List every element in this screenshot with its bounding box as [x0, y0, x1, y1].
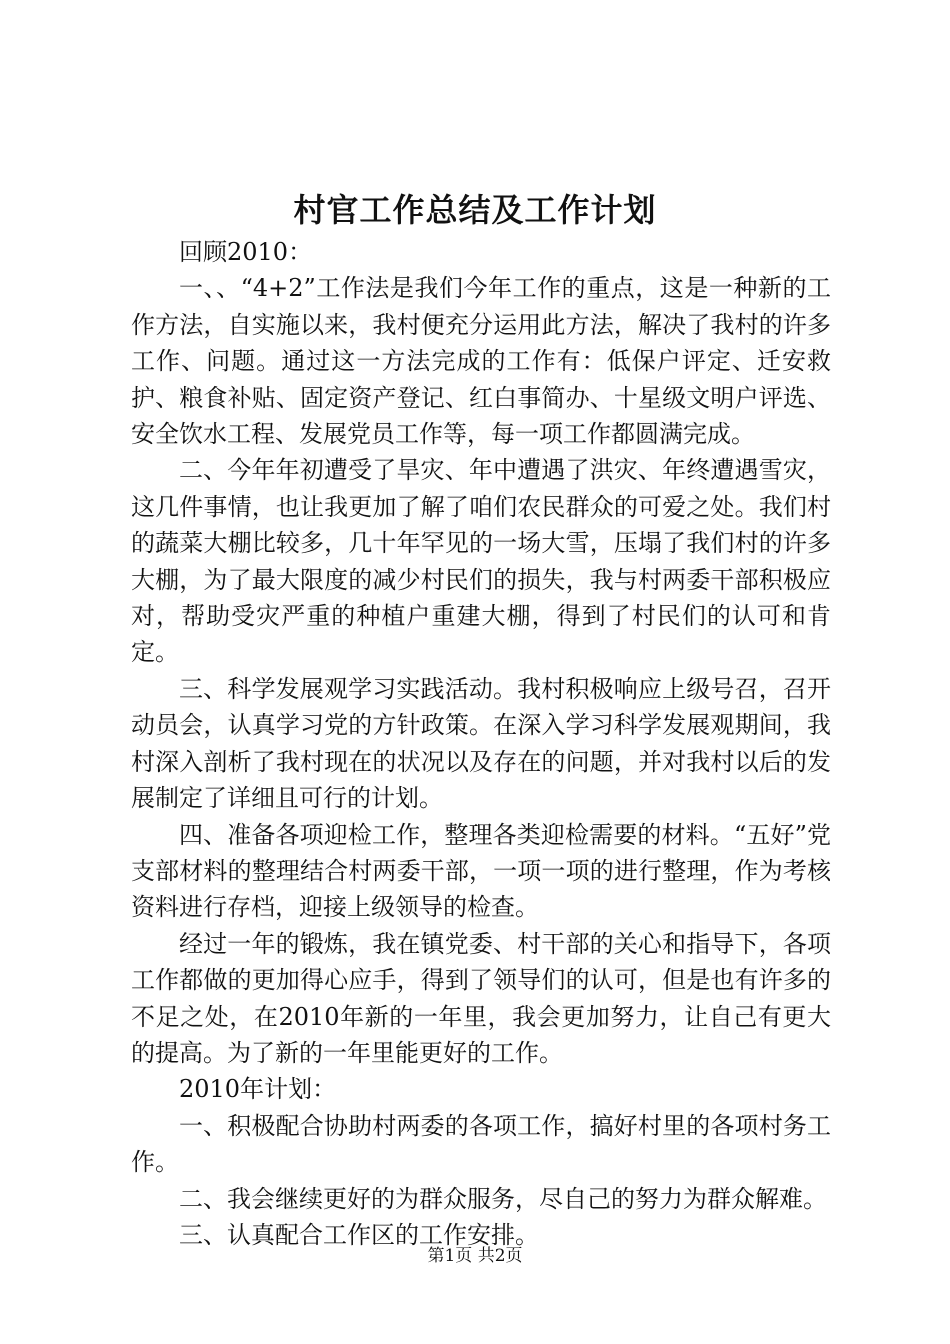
document-body — [131, 234, 831, 1253]
document-title: 村官工作总结及工作计划 — [293, 191, 657, 229]
page-number-footer: 第1页 共2页 — [427, 1246, 523, 1266]
paragraph-plan-2: 二、我会继续更好的为群众服务，尽自己的努力为群众解难。 — [179, 1184, 827, 1213]
paragraph-review-4: 四、准备各项迎检工作，整理各类迎检需要的材料。“五好”党支部材料的整理结合村两委干部，一项一项的进行整理，作为考核资料进行存档，迎接上级领导的检查。 — [131, 820, 831, 922]
paragraph-review-3: 三、科学发展观学习实践活动。我村积极响应上级号召，召开动员会，认真学习党的方针政策。在深入学习科学发展观期间，我村深入剖析了我村现在的状况以及存在的问题，并对我村以后的发展制定了详细且可行的计划。 — [131, 674, 831, 813]
paragraph-plan-1: 一、积极配合协助村两委的各项工作，搞好村里的各项村务工作。 — [131, 1111, 831, 1177]
section-heading-plan: 2010年计划： — [179, 1075, 337, 1104]
paragraph-review-1: 一、、“4+2”工作法是我们今年工作的重点，这是一种新的工作方法，自实施以来，我村便充分运用此方法，解决了我村的许多工作、问题。通过这一方法完成的工作有：低保户评定、迁安救护、粮食补贴、固定资产登记、红白事简办、十星级文明户评选、安全饮水工程、发展党员工作等，每一项工作都圆满完成。 — [131, 274, 831, 449]
paragraph-plan-3: 三、认真配合工作区的工作安排。 — [179, 1220, 539, 1249]
section-heading-review: 回顾2010： — [179, 238, 313, 266]
paragraph-review-summary: 经过一年的锻炼，我在镇党委、村干部的关心和指导下，各项工作都做的更加得心应手，得到了领导们的认可，但是也有许多的不足之处，在2010年新的一年里，我会更加努力，让自己有更大的提高。为了新的一年里能更好的工作。 — [131, 929, 831, 1067]
paragraph-review-2: 二、今年年初遭受了旱灾、年中遭遇了洪灾、年终遭遇雪灾，这几件事情，也让我更加了解了咱们农民群众的可爱之处。我们村的蔬菜大棚比较多，几十年罕见的一场大雪，压塌了我们村的许多大棚，为了最大限度的减少村民们的损失，我与村两委干部积极应对，帮助受灾严重的种植户重建大棚，得到了村民们的认可和肯定。 — [131, 456, 831, 667]
